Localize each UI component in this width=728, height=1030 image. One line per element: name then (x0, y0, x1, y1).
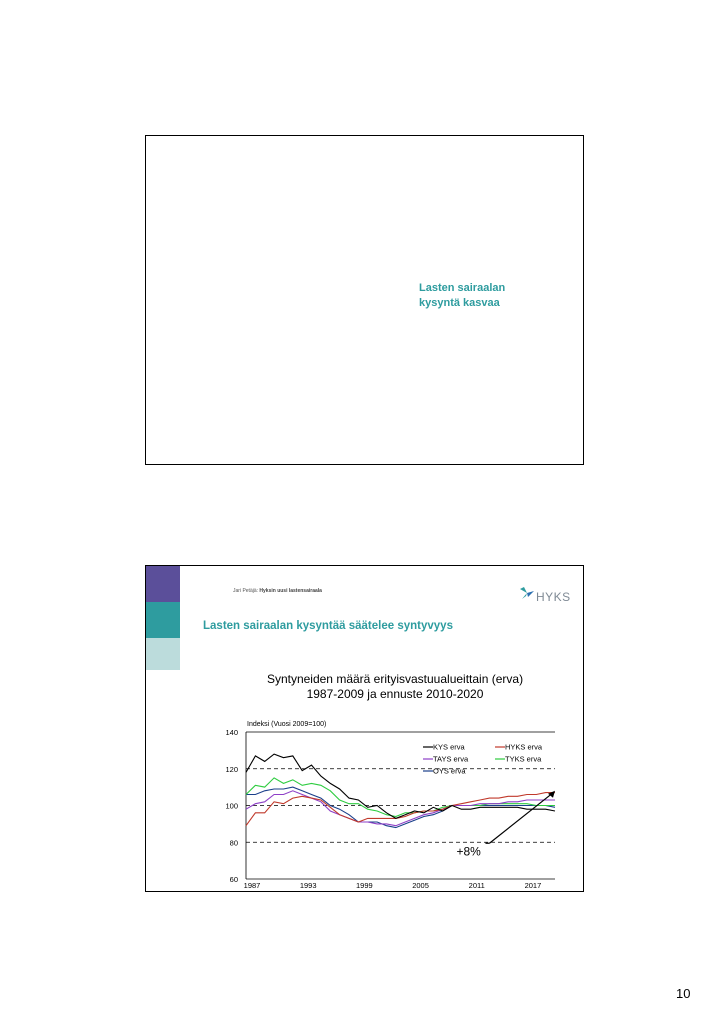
slide-1-title: Lasten sairaalan kysyntä kasvaa (419, 282, 506, 309)
series-line-hyks-erva (246, 793, 555, 826)
annotation-arrow-head (548, 791, 555, 798)
page-number: 10 (676, 986, 691, 1001)
author-name: Jari Petäjä (233, 588, 257, 594)
annotation-arrow-line (489, 793, 553, 843)
slide-header: Jari Petäjä: Hyksin uusi lastensairaala (233, 588, 322, 594)
legend-label-tays-erva: TAYS erva (433, 754, 469, 764)
x-tick-label-1999: 1999 (356, 881, 373, 890)
y-tick-label-100: 100 (225, 801, 238, 811)
hyks-logo-text: HYKS (536, 590, 571, 604)
chart-title-line-2: 1987-2009 ja ennuste 2010-2020 (306, 687, 484, 701)
x-tick-label-2017: 2017 (524, 881, 542, 890)
y-tick-label-60: 60 (229, 875, 238, 884)
series-line-kys-erva (246, 754, 555, 818)
slide-2 (145, 565, 584, 892)
presentation-subtitle: Hyksin uusi lastensairaala (259, 588, 322, 594)
slide-1 (145, 135, 584, 465)
birth-index-chart (146, 566, 583, 891)
y-tick-label-120: 120 (225, 764, 238, 774)
series-line-tyks-erva (246, 778, 555, 817)
y-axis-label: Indeksi (Vuosi 2009=100) (247, 721, 327, 728)
y-tick-label-80: 80 (229, 838, 238, 848)
chart-title-line-1: Syntyneiden määrä erityisvastuualueittain (erva) (266, 672, 524, 686)
annotation-label: +8% (456, 844, 481, 859)
slide-2-title: Lasten sairaalan kysyntää säätelee syntyvyys (203, 620, 453, 632)
x-tick-label-2011: 2011 (468, 881, 485, 890)
legend-label-kys-erva: KYS erva (433, 742, 465, 752)
x-tick-label-2005: 2005 (412, 881, 429, 890)
y-tick-label-140: 140 (225, 728, 238, 737)
legend-label-tyks-erva: TYKS erva (505, 754, 542, 764)
legend-label-hyks-erva: HYKS erva (505, 742, 543, 752)
x-tick-label-1987: 1987 (243, 881, 261, 890)
legend-label-oys-erva: OYS erva (433, 766, 466, 776)
x-tick-label-1993: 1993 (299, 881, 317, 890)
